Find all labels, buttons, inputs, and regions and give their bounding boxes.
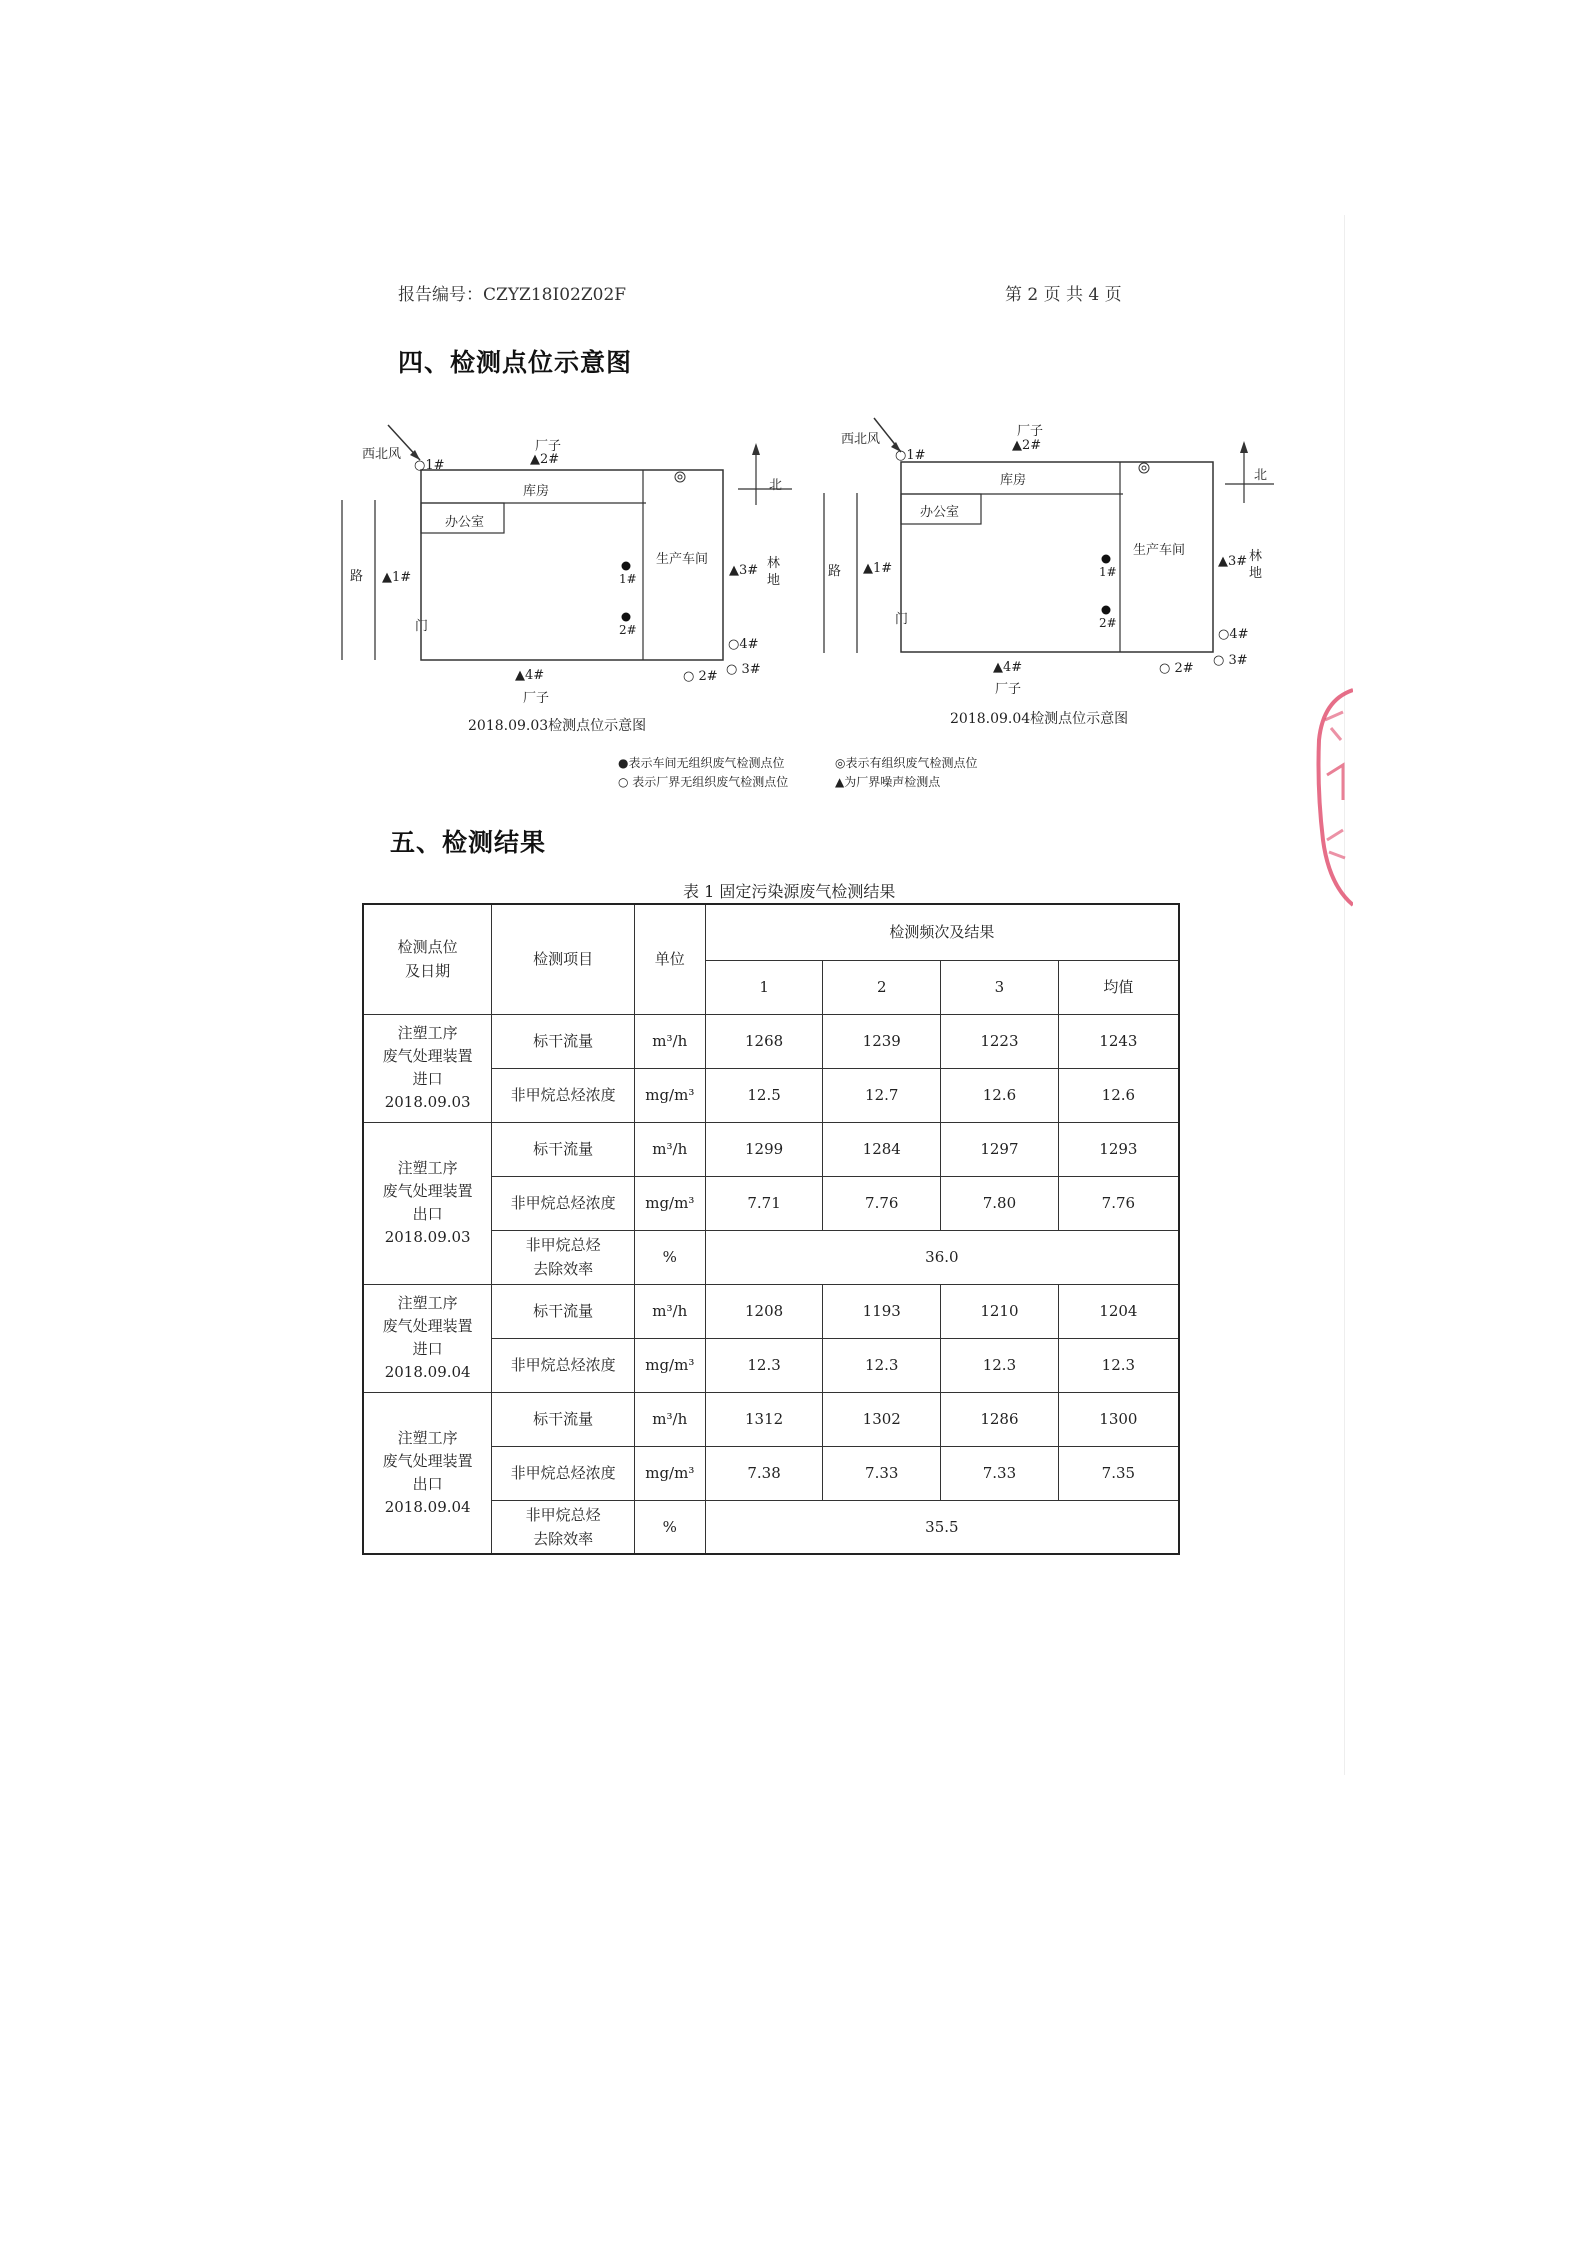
item-cell: 标干流量: [492, 1284, 634, 1338]
report-number: 报告编号：CZYZ18I02Z02F: [398, 285, 627, 305]
value-cell: 7.33: [823, 1446, 941, 1500]
table-row: [363, 1284, 1179, 1338]
point-t2: ▲2#: [530, 452, 560, 467]
wind-label: 西北风: [362, 447, 402, 462]
table-title: 表 1 固定污染源废气检测结果: [683, 882, 896, 901]
unit-cell: m³/h: [634, 1392, 705, 1446]
value-cell: 1286: [941, 1392, 1059, 1446]
value-cell: 1223: [941, 1014, 1059, 1068]
site-cell: 注塑工序 废气处理装置 出口 2018.09.03: [363, 1122, 492, 1284]
value-cell: 1312: [705, 1392, 823, 1446]
value-cell: 12.7: [823, 1068, 941, 1122]
unit-cell: m³/h: [634, 1284, 705, 1338]
unit-cell: %: [634, 1500, 705, 1554]
avg-cell: 7.35: [1058, 1446, 1179, 1500]
point-d1: 1#: [1099, 565, 1117, 579]
road-label: 路: [828, 564, 842, 579]
point-o3: ○ 3#: [726, 662, 761, 677]
unit-cell: m³/h: [634, 1122, 705, 1176]
legend-noise-point: ▲为厂界噪声检测点: [835, 775, 941, 789]
gate-label: 门: [415, 619, 429, 634]
item-cell: 标干流量: [492, 1392, 634, 1446]
results-table: [362, 903, 1180, 1555]
header-col-2: 2: [823, 960, 941, 1014]
workshop-label: 生产车间: [656, 552, 709, 567]
point-t4: ▲4#: [993, 660, 1023, 675]
point-d1: 1#: [619, 572, 637, 586]
value-cell: 7.71: [705, 1176, 823, 1230]
point-o2: ○ 2#: [1159, 661, 1194, 676]
value-cell: 1302: [823, 1392, 941, 1446]
workshop-label: 生产车间: [1133, 543, 1186, 558]
header-site: 检测点位 及日期: [363, 904, 492, 1014]
road-label: 路: [350, 569, 364, 584]
value-cell: 1210: [941, 1284, 1059, 1338]
point-t3: ▲3#: [729, 563, 759, 578]
unit-cell: mg/m³: [634, 1338, 705, 1392]
site-cell: 注塑工序 废气处理装置 进口 2018.09.04: [363, 1284, 492, 1392]
efficiency-item-cell: 非甲烷总烃 去除效率: [492, 1500, 634, 1554]
gate-label: 门: [895, 612, 909, 627]
value-cell: 12.6: [941, 1068, 1059, 1122]
section-5-title: 五、检测结果: [390, 828, 547, 857]
efficiency-item-cell: 非甲烷总烃 去除效率: [492, 1230, 634, 1284]
unit-cell: m³/h: [634, 1014, 705, 1068]
avg-cell: 1204: [1058, 1284, 1179, 1338]
header-frequency: 检测频次及结果: [705, 904, 1179, 960]
value-cell: 1239: [823, 1014, 941, 1068]
header-item: 检测项目: [492, 904, 634, 1014]
header-unit: 单位: [634, 904, 705, 1014]
point-d2: 2#: [1099, 616, 1117, 630]
avg-cell: 12.3: [1058, 1338, 1179, 1392]
point-o4: ○4#: [728, 637, 759, 652]
site-cell: 注塑工序 废气处理装置 进口 2018.09.03: [363, 1014, 492, 1122]
point-o2: ○ 2#: [683, 669, 718, 684]
value-cell: 12.3: [823, 1338, 941, 1392]
value-cell: 7.38: [705, 1446, 823, 1500]
point-t1: ▲1#: [863, 561, 893, 576]
wind-label: 西北风: [841, 432, 881, 447]
header-row-1: [363, 904, 1179, 960]
warehouse-label: 库房: [1000, 473, 1027, 488]
avg-cell: 1300: [1058, 1392, 1179, 1446]
item-cell: 非甲烷总烃浓度: [492, 1446, 634, 1500]
site-diagram-1: [340, 415, 810, 745]
item-cell: 非甲烷总烃浓度: [492, 1176, 634, 1230]
factory-top-label: 厂子: [1017, 424, 1044, 439]
point-t4: ▲4#: [515, 668, 545, 683]
legend-organized-point: ◎表示有组织废气检测点位: [835, 756, 978, 770]
table-row: [363, 1014, 1179, 1068]
point-o1: ○1#: [895, 448, 926, 463]
table-row: [363, 1122, 1179, 1176]
avg-cell: 7.76: [1058, 1176, 1179, 1230]
site-cell: 注塑工序 废气处理装置 出口 2018.09.04: [363, 1392, 492, 1554]
unit-cell: %: [634, 1230, 705, 1284]
section-4-title: 四、检测点位示意图: [398, 348, 633, 377]
item-cell: 非甲烷总烃浓度: [492, 1338, 634, 1392]
value-cell: 1299: [705, 1122, 823, 1176]
point-d2: 2#: [619, 623, 637, 637]
factory-bottom-label: 厂子: [995, 682, 1022, 697]
avg-cell: 1243: [1058, 1014, 1179, 1068]
warehouse-label: 库房: [523, 484, 550, 499]
value-cell: 7.33: [941, 1446, 1059, 1500]
diagram-1-caption: 2018.09.03检测点位示意图: [468, 718, 647, 734]
header-col-3: 3: [941, 960, 1059, 1014]
value-cell: 1284: [823, 1122, 941, 1176]
unit-cell: mg/m³: [634, 1176, 705, 1230]
site-diagram-2: [817, 408, 1287, 738]
scan-edge-line: [1344, 215, 1345, 1775]
value-cell: 12.3: [705, 1338, 823, 1392]
office-label: 办公室: [445, 515, 485, 530]
item-cell: 标干流量: [492, 1014, 634, 1068]
point-o1: ○1#: [414, 458, 445, 473]
north-label: 北: [769, 478, 783, 493]
unit-cell: mg/m³: [634, 1068, 705, 1122]
avg-cell: 1293: [1058, 1122, 1179, 1176]
value-cell: 12.5: [705, 1068, 823, 1122]
factory-bottom-label: 厂子: [523, 691, 550, 706]
point-o3: ○ 3#: [1213, 653, 1248, 668]
header-col-avg: 均值: [1058, 960, 1179, 1014]
value-cell: 1193: [823, 1284, 941, 1338]
item-cell: 非甲烷总烃浓度: [492, 1068, 634, 1122]
efficiency-value-cell: 36.0: [705, 1230, 1179, 1284]
forest-label: 林 地: [1249, 549, 1263, 581]
table-row: [363, 1392, 1179, 1446]
unit-cell: mg/m³: [634, 1446, 705, 1500]
avg-cell: 12.6: [1058, 1068, 1179, 1122]
legend-workshop-point: ●表示车间无组织废气检测点位: [618, 756, 785, 770]
point-t2: ▲2#: [1012, 438, 1042, 453]
header-col-1: 1: [705, 960, 823, 1014]
value-cell: 12.3: [941, 1338, 1059, 1392]
value-cell: 1268: [705, 1014, 823, 1068]
value-cell: 1208: [705, 1284, 823, 1338]
item-cell: 标干流量: [492, 1122, 634, 1176]
office-label: 办公室: [920, 505, 960, 520]
value-cell: 1297: [941, 1122, 1059, 1176]
point-t1: ▲1#: [382, 570, 412, 585]
diagram-2-caption: 2018.09.04检测点位示意图: [950, 711, 1129, 727]
point-o4: ○4#: [1218, 627, 1249, 642]
legend-boundary-point: ○ 表示厂界无组织废气检测点位: [618, 775, 789, 789]
point-t3: ▲3#: [1218, 554, 1248, 569]
partial-red-seal: [1313, 680, 1353, 910]
factory-top-label: 厂子: [535, 439, 562, 454]
efficiency-value-cell: 35.5: [705, 1500, 1179, 1554]
value-cell: 7.76: [823, 1176, 941, 1230]
value-cell: 7.80: [941, 1176, 1059, 1230]
forest-label: 林 地: [767, 556, 781, 588]
page-info: 第 2 页 共 4 页: [1005, 285, 1122, 305]
north-label: 北: [1254, 468, 1268, 483]
